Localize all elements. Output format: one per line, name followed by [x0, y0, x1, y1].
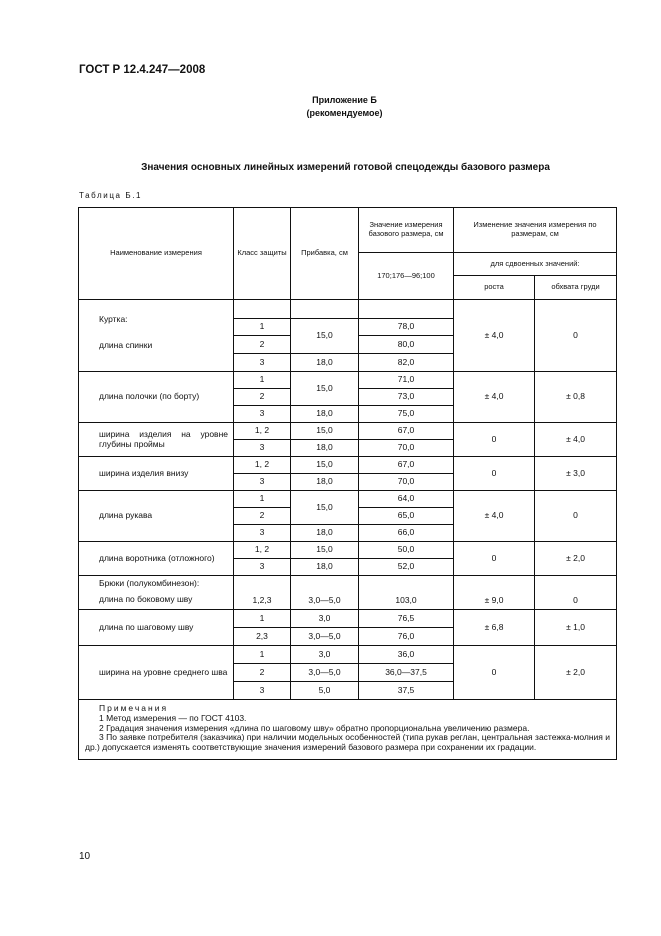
row-sleeve-length: длина рукава [79, 491, 234, 542]
cell-class: 1 [234, 610, 291, 628]
cell-class: 1 [234, 372, 291, 389]
row-jacket-back-length [79, 300, 234, 372]
header-height: роста [454, 276, 535, 300]
table-label: Таблица Б.1 [79, 191, 143, 200]
cell-value: 37,5 [359, 682, 454, 700]
header-base-sizes: 170;176—96;100 [359, 253, 454, 300]
cell-chest-change: 0 [535, 491, 617, 542]
cell-value: 52,0 [359, 559, 454, 576]
cell-height-change: 0 [454, 646, 535, 700]
row-label: длина по боковому шву [99, 593, 193, 604]
header-class: Класс защиты [234, 208, 291, 300]
document-code: ГОСТ Р 12.4.247—2008 [79, 64, 206, 76]
cell-value: 36,0 [359, 646, 454, 664]
header-base-value: Значение измерения базового размера, см [359, 208, 454, 253]
note-2: 2 Градация значения измерения «длина по шаговому шву» обратно пропорциональна увеличению размера. [99, 722, 530, 733]
cell-class: 1 [234, 646, 291, 664]
cell-value: 76,5 [359, 610, 454, 628]
cell-class: 1, 2 [234, 423, 291, 440]
notes-heading: Примечания [99, 703, 169, 713]
cell-chest-change: ± 4,0 [535, 423, 617, 457]
cell-allowance: 15,0 [291, 542, 359, 559]
cell-height-change: ± 9,0 [454, 576, 535, 610]
appendix-status: (рекомендуемое) [306, 108, 383, 118]
header-allowance: Прибавка, см [291, 208, 359, 300]
cell-class: 3 [234, 440, 291, 457]
cell-value: 70,0 [359, 440, 454, 457]
cell-height-change: ± 4,0 [454, 372, 535, 423]
row-label: длина спинки [99, 339, 153, 350]
cell-height-change: ± 4,0 [454, 300, 535, 372]
cell-allowance: 18,0 [291, 559, 359, 576]
cell-class: 2 [234, 336, 291, 354]
cell-chest-change: ± 0,8 [535, 372, 617, 423]
cell-class: 1,2,3 [234, 576, 291, 610]
header-chest: обхвата груди [535, 276, 617, 300]
group-label-jacket: Куртка: [99, 313, 128, 324]
row-front-length: длина полочки (по борту) [79, 372, 234, 423]
cell-allowance: 3,0—5,0 [291, 576, 359, 610]
header-name: Наименование измерения [79, 208, 234, 300]
cell-allowance: 3,0 [291, 646, 359, 664]
cell-allowance: 18,0 [291, 440, 359, 457]
cell-value: 65,0 [359, 508, 454, 525]
cell-class: 3 [234, 525, 291, 542]
cell-height-change: ± 4,0 [454, 491, 535, 542]
cell-class: 1 [234, 491, 291, 508]
cell-class: 1, 2 [234, 457, 291, 474]
cell-value: 76,0 [359, 628, 454, 646]
note-3: 3 По заявке потребителя (заказчика) при наличии модельных особенностей (типа рукав реглан, центральная застежка-молния и др.) допускается изменять соответствующие значения измерений базового размера при сохранении их градации. [85, 732, 611, 753]
cell-allowance: 15,0 [291, 423, 359, 440]
row-width-bottom: ширина изделия внизу [79, 457, 234, 491]
cell-class: 1 [234, 319, 291, 336]
cell-class: 3 [234, 682, 291, 700]
cell-class: 3 [234, 559, 291, 576]
cell-chest-change: 0 [535, 300, 617, 372]
cell-value: 67,0 [359, 457, 454, 474]
cell-allowance: 18,0 [291, 525, 359, 542]
cell-allowance: 15,0 [291, 491, 359, 525]
cell-value: 71,0 [359, 372, 454, 389]
cell-chest-change: ± 1,0 [535, 610, 617, 646]
cell-allowance: 5,0 [291, 682, 359, 700]
table-notes [79, 700, 617, 760]
cell-allowance: 18,0 [291, 354, 359, 372]
cell-value: 78,0 [359, 319, 454, 336]
cell-allowance: 3,0—5,0 [291, 664, 359, 682]
group-label-trousers: Брюки (полукомбинезон): [99, 577, 200, 588]
section-title: Значения основных линейных измерений готовой спецодежды базового размера [141, 162, 550, 173]
cell-class: 3 [234, 406, 291, 423]
cell-class: 1, 2 [234, 542, 291, 559]
row-collar-length: длина воротника (отложного) [79, 542, 234, 576]
cell-value: 50,0 [359, 542, 454, 559]
cell-value: 36,0—37,5 [359, 664, 454, 682]
cell-chest-change: ± 2,0 [535, 542, 617, 576]
header-change-sub: для сдвоенных значений: [454, 253, 617, 276]
note-1: 1 Метод измерения — по ГОСТ 4103. [99, 712, 247, 723]
cell-value: 75,0 [359, 406, 454, 423]
cell-class: 2 [234, 664, 291, 682]
cell-allowance: 15,0 [291, 372, 359, 406]
cell-class: 2 [234, 508, 291, 525]
page-number: 10 [79, 851, 91, 862]
row-mid-seam-width: ширина на уровне среднего шва [79, 646, 234, 700]
cell-class: 2,3 [234, 628, 291, 646]
cell-value: 70,0 [359, 474, 454, 491]
cell-value: 82,0 [359, 354, 454, 372]
cell-value: 103,0 [359, 576, 454, 610]
cell-chest-change: ± 2,0 [535, 646, 617, 700]
cell-allowance: 18,0 [291, 474, 359, 491]
cell-height-change: 0 [454, 423, 535, 457]
cell-value: 67,0 [359, 423, 454, 440]
cell-chest-change: ± 3,0 [535, 457, 617, 491]
cell-allowance: 15,0 [291, 457, 359, 474]
cell-height-change: 0 [454, 542, 535, 576]
cell-allowance: 3,0 [291, 610, 359, 628]
cell-height-change: 0 [454, 457, 535, 491]
cell-value: 80,0 [359, 336, 454, 354]
measurements-table [78, 207, 617, 760]
cell-class: 3 [234, 474, 291, 491]
cell-height-change: ± 6,8 [454, 610, 535, 646]
cell-class: 2 [234, 389, 291, 406]
appendix-title: Приложение Б [312, 95, 377, 105]
cell-value: 66,0 [359, 525, 454, 542]
row-width-armhole: ширина изделия на уровне глубины проймы [79, 423, 234, 457]
cell-value: 64,0 [359, 491, 454, 508]
cell-allowance: 15,0 [291, 319, 359, 354]
cell-allowance: 3,0—5,0 [291, 628, 359, 646]
cell-allowance: 18,0 [291, 406, 359, 423]
cell-chest-change: 0 [535, 576, 617, 610]
cell-value: 73,0 [359, 389, 454, 406]
header-change: Изменение значения измерения по размерам, см [454, 208, 617, 253]
row-inseam-length: длина по шаговому шву [79, 610, 234, 646]
row-side-seam-length [79, 576, 234, 610]
cell-class: 3 [234, 354, 291, 372]
